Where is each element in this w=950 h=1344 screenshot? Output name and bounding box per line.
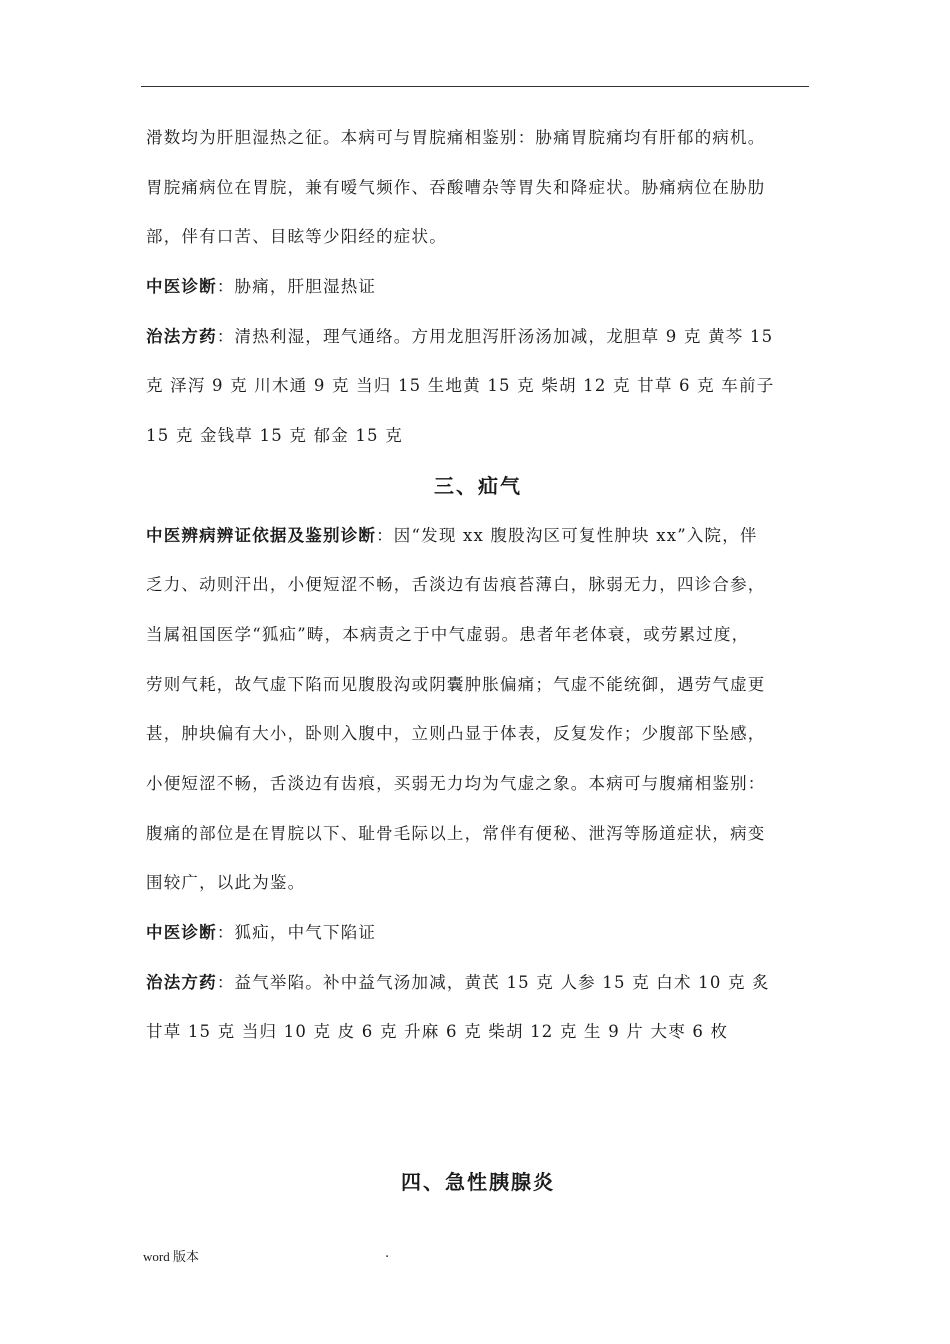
differential-line: 中医辨病辨证依据及鉴别诊断：因“发现 xx 腹股沟区可复性肿块 xx”入院，伴 (146, 525, 758, 545)
treatment-label: 治法方药 (146, 326, 217, 346)
treatment-line: 治法方药：清热利湿，理气通络。方用龙胆泻肝汤汤加减，龙胆草 9 克 黄芩 15 (146, 326, 774, 346)
header-rule (141, 86, 809, 87)
body-line: 胃脘痛病位在胃脘，兼有嗳气频作、吞酸嘈杂等胃失和降症状。胁痛病位在胁肋 (146, 177, 766, 197)
footer-label: word 版本 (143, 1249, 199, 1264)
body-line: 腹痛的部位是在胃脘以下、耻骨毛际以上，常伴有便秘、泄泻等肠道症状，病变 (146, 823, 766, 843)
differential-label: 中医辨病辨证依据及鉴别诊断 (146, 525, 377, 545)
diagnosis-line: 中医诊断：狐疝，中气下陷证 (146, 923, 377, 942)
document-body (146, 121, 810, 1215)
treatment-label: 治法方药 (146, 972, 217, 992)
section-heading: 三、疝气 (434, 473, 522, 498)
footer-center-mark: . (385, 1246, 390, 1261)
body-line: 甚，肿块偏有大小，卧则入腹中，立则凸显于体表，反复发作；少腹部下坠感， (146, 724, 766, 744)
treatment-line: 治法方药：益气举陷。补中益气汤加减，黄芪 15 克 人参 15 克 白术 10 克 炙 (146, 972, 770, 992)
diagnosis-label: 中医诊断 (146, 277, 217, 297)
body-line: 乏力、动则汗出，小便短涩不畅，舌淡边有齿痕苔薄白，脉弱无力，四诊合参， (146, 575, 766, 595)
body-line: 部，伴有口苦、目眩等少阳经的症状。 (146, 227, 447, 247)
diagnosis-label: 中医诊断 (146, 923, 217, 942)
spacer (146, 1065, 810, 1165)
section-heading-next: 四、急性胰腺炎 (401, 1170, 555, 1195)
body-line: 小便短涩不畅，舌淡边有齿痕，买弱无力均为气虚之象。本病可与腹痛相鉴别： (146, 773, 766, 793)
body-line: 劳则气耗，故气虚下陷而见腹股沟或阴囊肿胀偏痛；气虚不能统御，遇劳气虚更 (146, 674, 766, 694)
body-line: 克 泽泻 9 克 川木通 9 克 当归 15 生地黄 15 克 柴胡 12 克 甘草 6 克 车前子 (146, 376, 775, 396)
body-line: 滑数均为肝胆湿热之征。本病可与胃脘痛相鉴别：胁痛胃脘痛均有肝郁的病机。 (146, 128, 766, 147)
diagnosis-line: 中医诊断：胁痛，肝胆湿热证 (146, 277, 377, 297)
body-line: 当属祖国医学“狐疝”畴，本病责之于中气虚弱。患者年老体衰，或劳累过度， (146, 624, 750, 644)
body-line: 甘草 15 克 当归 10 克 皮 6 克 升麻 6 克 柴胡 12 克 生 9 片 大枣 6 枚 (146, 1022, 729, 1042)
body-line: 15 克 金钱草 15 克 郁金 15 克 (146, 426, 403, 446)
body-line: 围较广，以此为鉴。 (146, 873, 306, 893)
